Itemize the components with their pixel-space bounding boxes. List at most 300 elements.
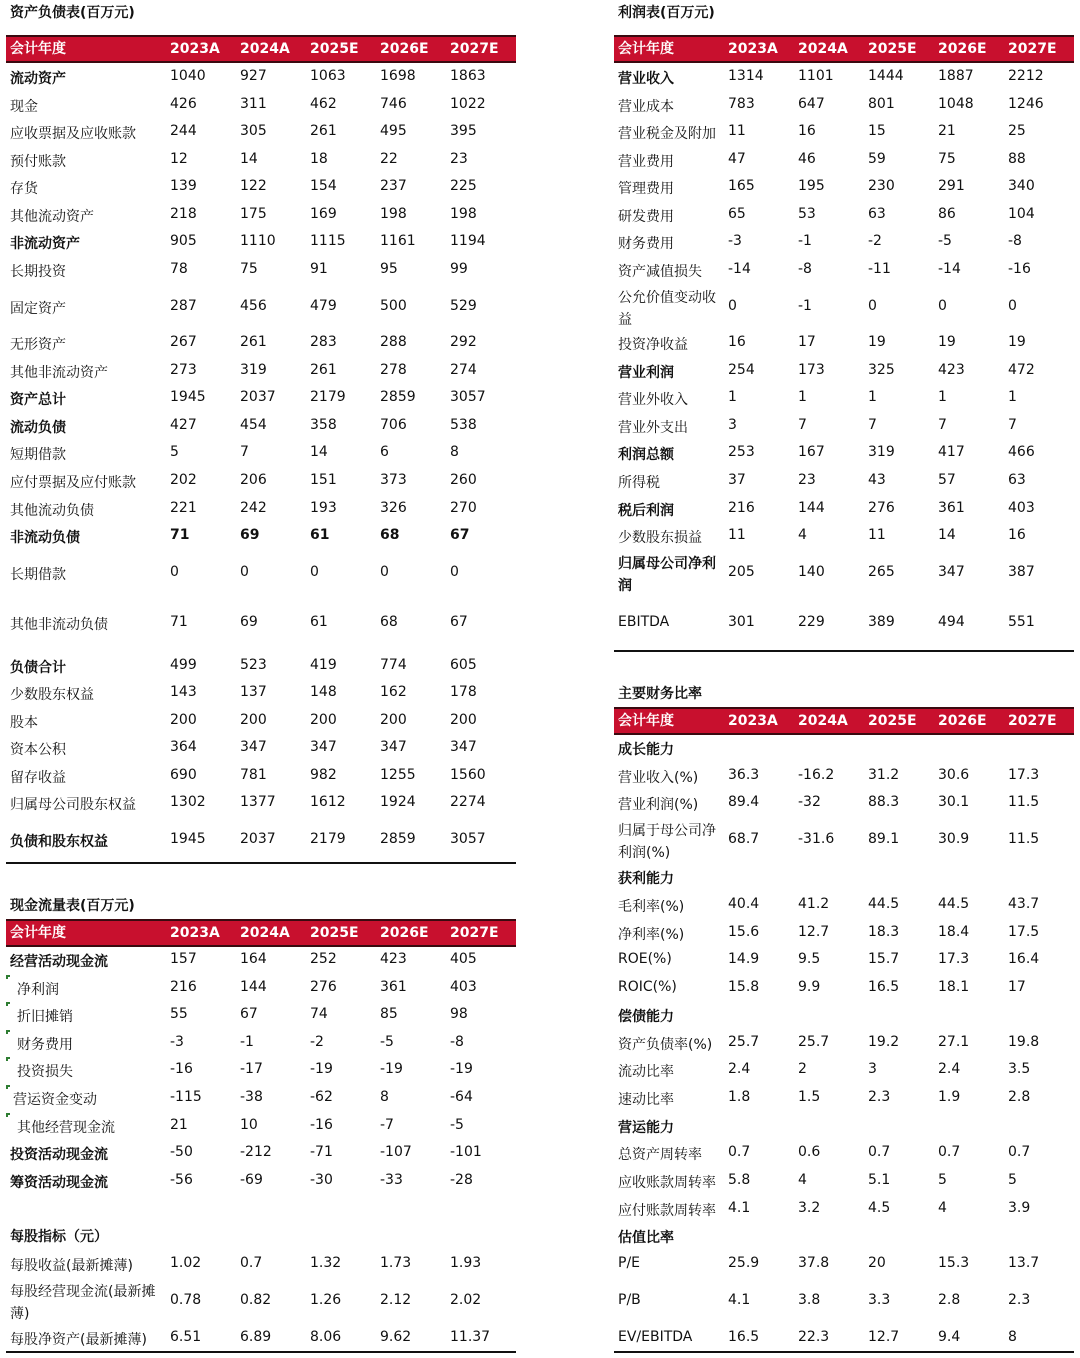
value-cell: 206 [240,472,267,488]
value-cell: 9.5 [798,951,821,967]
row-label: 其他非流动负债 [10,617,108,633]
value-cell: 0 [380,564,389,580]
value-cell: 44.5 [938,896,970,912]
value-cell: 267 [170,334,197,350]
value-cell: 1022 [450,96,486,112]
value-cell: 18.4 [938,924,970,940]
value-cell: 17.3 [1008,767,1040,783]
value-cell: 0 [938,298,947,314]
value-cell: -101 [450,1144,482,1160]
value-cell: 43 [868,472,886,488]
row-label: 流动负债 [10,420,66,436]
value-cell: 3057 [450,389,486,405]
value-cell: 4 [798,1172,807,1188]
value-cell: 10 [240,1117,258,1133]
value-cell: 17.3 [938,951,970,967]
row-label: 资本公积 [10,742,66,758]
row-label: 折旧摊销 [17,1009,73,1025]
table-bottom-rule [614,1351,1074,1353]
value-cell: 22 [380,151,398,167]
value-cell: 89.4 [728,794,760,810]
value-cell: 7 [1008,417,1017,433]
value-cell: -107 [380,1144,412,1160]
value-cell: 326 [380,500,407,516]
value-cell: 273 [170,362,197,378]
row-label: 营业成本 [618,99,674,115]
row-label: 财务费用 [618,236,674,252]
value-cell: 164 [240,951,267,967]
value-cell: 0 [450,564,459,580]
value-cell: 387 [1008,564,1035,580]
value-cell: -8 [450,1034,464,1050]
row-label: 速动比率 [618,1092,674,1108]
value-cell: 218 [170,206,197,222]
value-cell: 427 [170,417,197,433]
value-cell: 11.5 [1008,831,1040,847]
row-label: 公允价值变动收益 [618,290,716,328]
row-label: 股本 [10,715,38,731]
row-label: 归属母公司净利润 [618,556,716,594]
value-cell: -64 [450,1089,473,1105]
row-label: 营运资金变动 [13,1092,97,1108]
value-cell: -1 [240,1034,254,1050]
value-cell: 419 [310,657,337,673]
header-year: 2023A [170,41,220,57]
row-label: 营业收入(%) [618,770,699,786]
value-cell: 361 [938,500,965,516]
row-label: 营运能力 [618,1120,674,1136]
value-cell: 529 [450,298,477,314]
value-cell: -69 [240,1172,263,1188]
value-cell: -115 [170,1089,202,1105]
value-cell: 1887 [938,68,974,84]
row-label: 税后利润 [618,503,674,519]
value-cell: 200 [380,712,407,728]
value-cell: 358 [310,417,337,433]
cash-flow-title: 现金流量表(百万元) [10,898,135,914]
value-cell: 162 [380,684,407,700]
value-cell: 40.4 [728,896,760,912]
value-cell: 55 [170,1006,188,1022]
value-cell: 85 [380,1006,398,1022]
value-cell: 781 [240,767,267,783]
value-cell: 237 [380,178,407,194]
row-label: 每股收益(最新摊薄) [10,1258,133,1274]
value-cell: 462 [310,96,337,112]
value-cell: 2 [798,1061,807,1077]
value-cell: 11.37 [450,1329,491,1345]
value-cell: 30.9 [938,831,970,847]
value-cell: 15.7 [868,951,900,967]
value-cell: 1.9 [938,1089,961,1105]
row-label: 流动资产 [10,71,66,87]
value-cell: 1 [728,389,737,405]
row-label: 资产负债率(%) [618,1037,713,1053]
value-cell: 12.7 [868,1329,900,1345]
value-cell: 14.9 [728,951,760,967]
row-label: 每股净资产(最新摊薄) [10,1332,147,1348]
balance-sheet-title: 资产负债表(百万元) [10,5,135,21]
value-cell: 261 [310,123,337,139]
value-cell: -2 [868,233,882,249]
value-cell: 261 [310,362,337,378]
value-cell: 0.82 [240,1292,272,1308]
cell-marker-icon [6,1002,10,1006]
value-cell: 14 [240,151,258,167]
row-label: 筹资活动现金流 [10,1175,108,1191]
value-cell: 274 [450,362,477,378]
value-cell: 2.4 [938,1061,961,1077]
value-cell: 15.6 [728,924,760,940]
value-cell: 905 [170,233,197,249]
value-cell: 1612 [310,794,346,810]
value-cell: 292 [450,334,477,350]
value-cell: 1945 [170,831,206,847]
value-cell: 287 [170,298,197,314]
value-cell: 144 [798,500,825,516]
value-cell: 4 [798,527,807,543]
row-label: 经营活动现金流 [10,954,108,970]
value-cell: 175 [240,206,267,222]
value-cell: 17 [798,334,816,350]
value-cell: 2212 [1008,68,1044,84]
row-label: 投资损失 [17,1064,73,1080]
header-year: 2027E [450,41,499,57]
row-label: 成长能力 [618,742,674,758]
value-cell: 261 [240,334,267,350]
value-cell: 0.7 [938,1144,961,1160]
value-cell: -1 [798,233,812,249]
value-cell: 479 [310,298,337,314]
header-year: 2025E [310,925,359,941]
value-cell: 88 [1008,151,1026,167]
value-cell: 1945 [170,389,206,405]
value-cell: 0 [868,298,877,314]
header-label: 会计年度 [10,41,66,57]
row-label: ROE(%) [618,951,672,967]
header-label: 会计年度 [10,925,66,941]
row-label: 毛利率(%) [618,899,685,915]
row-label: P/B [618,1292,641,1308]
value-cell: 8 [1008,1329,1017,1345]
value-cell: 1314 [728,68,764,84]
value-cell: 91 [310,261,328,277]
value-cell: 1377 [240,794,276,810]
value-cell: 690 [170,767,197,783]
value-cell: 1110 [240,233,276,249]
value-cell: 4 [938,1200,947,1216]
value-cell: -19 [450,1061,473,1077]
header-year: 2025E [310,41,359,57]
value-cell: -14 [938,261,961,277]
row-label: 研发费用 [618,209,674,225]
cell-marker-icon [6,1113,10,1117]
value-cell: 71 [170,614,188,630]
row-label: 负债合计 [10,660,66,676]
value-cell: 17 [1008,979,1026,995]
row-label: 营业利润(%) [618,797,699,813]
value-cell: 15.8 [728,979,760,995]
value-cell: 9.4 [938,1329,961,1345]
row-label: 应收账款周转率 [618,1175,716,1191]
value-cell: 8.06 [310,1329,342,1345]
value-cell: 137 [240,684,267,700]
value-cell: 361 [380,979,407,995]
value-cell: 15 [868,123,886,139]
value-cell: 68 [380,614,398,630]
row-label: 应付票据及应付账款 [10,475,136,491]
value-cell: 7 [868,417,877,433]
row-label: 负债和股东权益 [10,834,108,850]
value-cell: 2.12 [380,1292,412,1308]
value-cell: 88.3 [868,794,900,810]
value-cell: 16 [728,334,746,350]
header-year: 2023A [170,925,220,941]
value-cell: 19.8 [1008,1034,1040,1050]
value-cell: 99 [450,261,468,277]
value-cell: 140 [798,564,825,580]
header-year: 2026E [380,41,429,57]
value-cell: 2179 [310,389,346,405]
value-cell: 221 [170,500,197,516]
cell-marker-icon [6,1057,10,1061]
value-cell: 389 [868,614,895,630]
value-cell: 23 [450,151,468,167]
value-cell: 347 [450,739,477,755]
value-cell: 216 [728,500,755,516]
value-cell: 3.8 [798,1292,821,1308]
value-cell: 403 [1008,500,1035,516]
value-cell: 46 [798,151,816,167]
value-cell: 6 [380,444,389,460]
value-cell: 225 [450,178,477,194]
value-cell: 270 [450,500,477,516]
row-label: EBITDA [618,614,670,630]
value-cell: 3 [868,1061,877,1077]
row-label: 其他非流动资产 [10,365,108,381]
row-label: 资产减值损失 [618,264,702,280]
value-cell: 1 [798,389,807,405]
row-label: 估值比率 [618,1230,674,1246]
value-cell: -5 [380,1034,394,1050]
value-cell: 2037 [240,831,276,847]
row-label: 少数股东损益 [618,530,702,546]
row-label: 应收票据及应收账款 [10,126,136,142]
value-cell: 65 [728,206,746,222]
value-cell: 3.2 [798,1200,821,1216]
value-cell: 403 [450,979,477,995]
value-cell: 1.73 [380,1255,412,1271]
value-cell: 454 [240,417,267,433]
header-label: 会计年度 [618,41,674,57]
value-cell: 494 [938,614,965,630]
value-cell: -16 [310,1117,333,1133]
value-cell: -5 [938,233,952,249]
value-cell: 347 [240,739,267,755]
value-cell: 144 [240,979,267,995]
value-cell: -28 [450,1172,473,1188]
value-cell: -50 [170,1144,193,1160]
value-cell: 1 [938,389,947,405]
row-label: 总资产周转率 [618,1147,702,1163]
value-cell: 19.2 [868,1034,900,1050]
value-cell: -33 [380,1172,403,1188]
value-cell: 148 [310,684,337,700]
value-cell: 347 [938,564,965,580]
row-label: 每股经营现金流(最新摊薄) [10,1284,156,1322]
value-cell: 1 [1008,389,1017,405]
value-cell: 71 [170,527,190,543]
value-cell: 1.02 [170,1255,202,1271]
value-cell: 706 [380,417,407,433]
value-cell: 205 [728,564,755,580]
value-cell: 1.32 [310,1255,342,1271]
value-cell: -16 [1008,261,1031,277]
value-cell: 75 [938,151,956,167]
row-label: 营业外收入 [618,392,688,408]
value-cell: 0.6 [798,1144,821,1160]
value-cell: 104 [1008,206,1035,222]
value-cell: 13.7 [1008,1255,1040,1271]
value-cell: 3 [728,417,737,433]
value-cell: 31.2 [868,767,900,783]
value-cell: 551 [1008,614,1035,630]
income-statement-title: 利润表(百万元) [618,5,715,21]
value-cell: 8 [380,1089,389,1105]
value-cell: 1246 [1008,96,1044,112]
value-cell: 25.9 [728,1255,760,1271]
value-cell: 200 [450,712,477,728]
value-cell: 1101 [798,68,834,84]
value-cell: 18.1 [938,979,970,995]
header-year: 2024A [240,41,290,57]
value-cell: 30.1 [938,794,970,810]
value-cell: 301 [728,614,755,630]
value-cell: 1.26 [310,1292,342,1308]
value-cell: -31.6 [798,831,835,847]
value-cell: 2179 [310,831,346,847]
value-cell: 15.3 [938,1255,970,1271]
header-year: 2027E [1008,41,1057,57]
value-cell: 11.5 [1008,794,1040,810]
value-cell: -8 [1008,233,1022,249]
value-cell: 495 [380,123,407,139]
value-cell: 122 [240,178,267,194]
value-cell: 67 [450,527,470,543]
value-cell: 3.3 [868,1292,891,1308]
value-cell: 67 [450,614,468,630]
value-cell: -212 [240,1144,272,1160]
value-cell: 4.1 [728,1292,751,1308]
ratios-panel [614,0,1074,1358]
value-cell: -14 [728,261,751,277]
row-label: 营业税金及附加 [618,126,716,142]
value-cell: 417 [938,444,965,460]
row-label: 获利能力 [618,871,674,887]
value-cell: 2.02 [450,1292,482,1308]
header-year: 2026E [938,41,987,57]
value-cell: 423 [938,362,965,378]
row-label: 投资活动现金流 [10,1147,108,1163]
value-cell: 78 [170,261,188,277]
value-cell: 746 [380,96,407,112]
value-cell: 68.7 [728,831,760,847]
value-cell: 3.9 [1008,1200,1031,1216]
value-cell: 373 [380,472,407,488]
value-cell: 41.2 [798,896,830,912]
value-cell: 7 [798,417,807,433]
value-cell: 20 [868,1255,886,1271]
value-cell: 2.4 [728,1061,751,1077]
value-cell: -71 [310,1144,333,1160]
value-cell: 151 [310,472,337,488]
value-cell: 193 [310,500,337,516]
header-year: 2023A [728,41,778,57]
value-cell: 27.1 [938,1034,970,1050]
value-cell: 11 [728,123,746,139]
value-cell: 18.3 [868,924,900,940]
row-label: 固定资产 [10,301,66,317]
cell-marker-icon [6,975,10,979]
value-cell: 7 [938,417,947,433]
value-cell: 44.5 [868,896,900,912]
value-cell: -8 [798,261,812,277]
value-cell: -7 [380,1117,394,1133]
header-year: 2024A [798,713,848,729]
value-cell: 16.4 [1008,951,1040,967]
value-cell: 3057 [450,831,486,847]
value-cell: 276 [310,979,337,995]
value-cell: 538 [450,417,477,433]
value-cell: 95 [380,261,398,277]
value-cell: 198 [450,206,477,222]
value-cell: 89.1 [868,831,900,847]
value-cell: 426 [170,96,197,112]
row-label: 长期投资 [10,264,66,280]
value-cell: 1194 [450,233,486,249]
value-cell: 36.3 [728,767,760,783]
value-cell: 216 [170,979,197,995]
value-cell: 68 [380,527,400,543]
cash-flow-panel [6,0,516,1358]
value-cell: 139 [170,178,197,194]
value-cell: 21 [170,1117,188,1133]
per-share-title: 每股指标（元） [10,1229,108,1245]
value-cell: 12.7 [798,924,830,940]
value-cell: 1255 [380,767,416,783]
row-label: 营业费用 [618,154,674,170]
value-cell: 1698 [380,68,416,84]
value-cell: 19 [938,334,956,350]
value-cell: 2274 [450,794,486,810]
value-cell: 86 [938,206,956,222]
value-cell: 283 [310,334,337,350]
value-cell: 305 [240,123,267,139]
value-cell: 154 [310,178,337,194]
value-cell: 605 [450,657,477,673]
value-cell: 143 [170,684,197,700]
value-cell: 98 [450,1006,468,1022]
value-cell: 311 [240,96,267,112]
value-cell: 14 [938,527,956,543]
value-cell: 423 [380,951,407,967]
value-cell: 1063 [310,68,346,84]
row-label: 短期借款 [10,447,66,463]
value-cell: -56 [170,1172,193,1188]
value-cell: -5 [450,1117,464,1133]
value-cell: 340 [1008,178,1035,194]
value-cell: -11 [868,261,891,277]
